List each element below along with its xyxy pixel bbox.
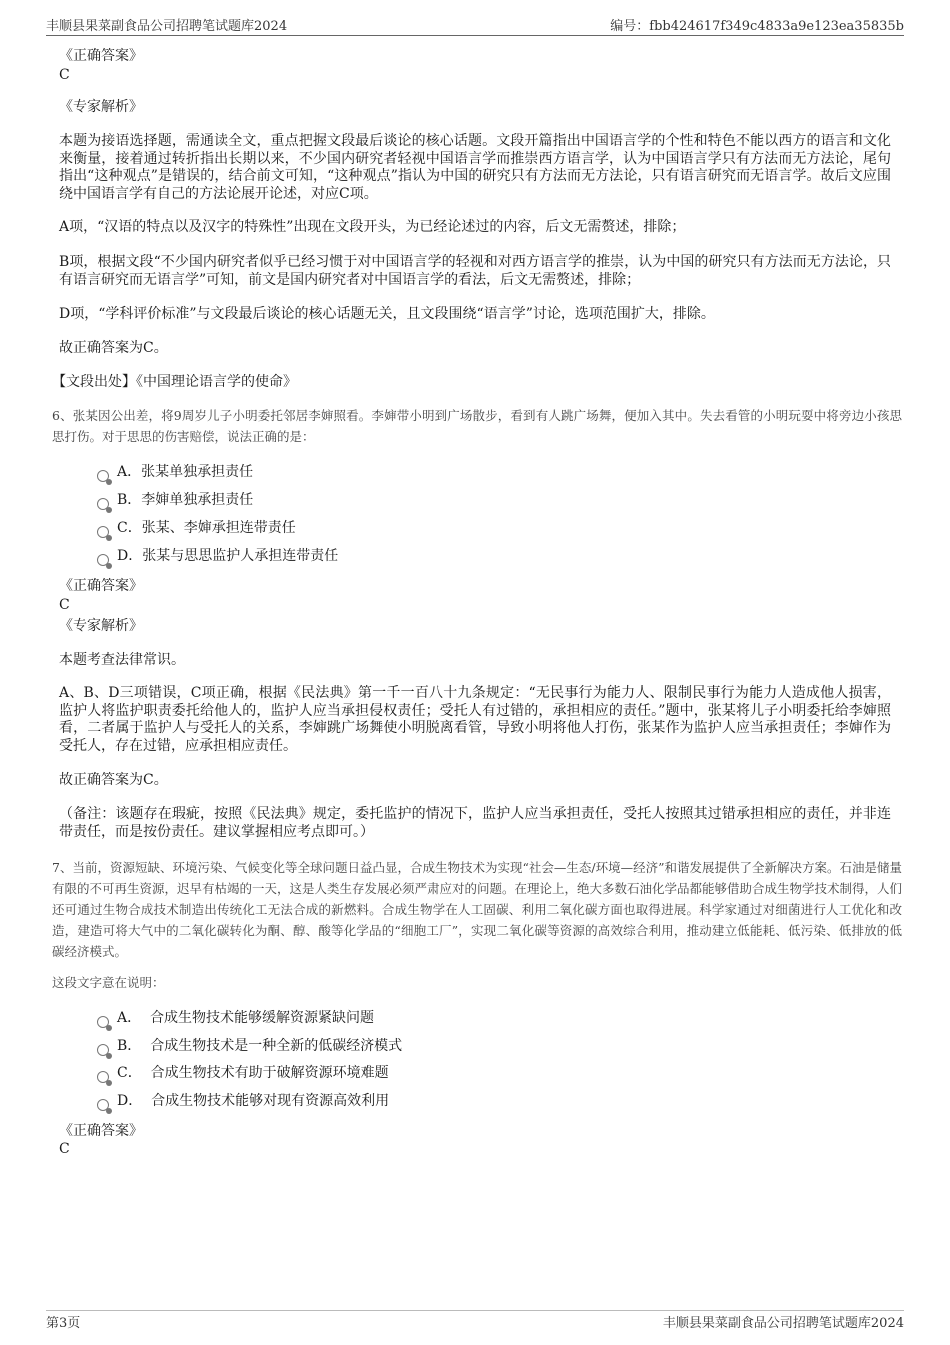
q7-answer: C	[59, 1141, 70, 1157]
q6-analysis-conclusion: 故正确答案为C。	[59, 772, 168, 788]
option-label: B． 合成生物技术是一种全新的低碳经济模式	[117, 1038, 403, 1054]
q6-analysis-paragraph: A、B、D三项错误，C项正确，根据《民法典》第一千一百八十九条规定：“无民事行为能力人、限制民事行为能力人造成他人损害，监护人将监护职责委托给他人的，监护人应当承担侵权责任；受托人有过错的，承担相应的责任。”题中，张某将儿子小明委托给李婶照看，二者属于监护人与受托人的关系，李婶跳广场舞使小明脱离看管，导致小明将他人打伤，张某作为监护人应当承担责任；李婶作为受托人，存在过错，应承担相应责任。	[59, 685, 891, 754]
q7-answer-label: 《正确答案》	[59, 1123, 143, 1139]
q5-analysis-paragraph: A项，“汉语的特点以及汉字的特殊性”出现在文段开头，为已经论述过的内容，后文无需赘述，排除；	[59, 219, 686, 235]
option-label: B．李婶单独承担责任	[117, 492, 254, 508]
q6-analysis-label: 《专家解析》	[59, 618, 143, 634]
option-label: A．张某单独承担责任	[117, 464, 254, 480]
option-label: A． 合成生物技术能够缓解资源紧缺问题	[117, 1010, 375, 1026]
q6-analysis-note: （备注：该题存在瑕疵，按照《民法典》规定，委托监护的情况下，监护人应当承担责任，受托人按照其过错承担相应的责任，并非连带责任，而是按份责任。建议掌握相应考点即可。）	[59, 806, 891, 840]
radio-button-icon[interactable]	[97, 1044, 109, 1056]
radio-button-icon[interactable]	[97, 470, 109, 482]
q7-prompt: 这段文字意在说明：	[52, 975, 165, 990]
q5-analysis-conclusion: 故正确答案为C。	[59, 340, 168, 356]
option-label: D． 合成生物技术能够对现有资源高效利用	[117, 1093, 390, 1109]
footer-divider	[46, 1310, 904, 1311]
q5-analysis-paragraph: D项，“学科评价标准”与文段最后谈论的核心话题无关，且文段围绕“语言学”讨论，选项范围扩大，排除。	[59, 306, 715, 322]
header-doc-code: 编号：fbb424617f349c4833a9e123ea35835b	[610, 19, 904, 34]
q5-analysis-paragraph: B项，根据文段“不少国内研究者似乎已经习惯于对中国语言学的轻视和对西方语言学的推崇，认为中国的研究只有方法而无方法论，只有语言研究而无语言学”可知，前文是国内研究者对中国语言学的看法，后文无需赘述，排除；	[59, 254, 891, 288]
q6-answer-label: 《正确答案》	[59, 578, 143, 594]
q6-question: 6、张某因公出差，将9周岁儿子小明委托邻居李婶照看。李婶带小明到广场散步，看到有人跳广场舞，便加入其中。失去看管的小明玩耍中将旁边小孩思思打伤。对于思思的伤害赔偿，说法正确的是：	[52, 408, 902, 444]
option-label: C． 合成生物技术有助于破解资源环境难题	[117, 1065, 389, 1081]
footer-page-number: 第3页	[46, 1316, 81, 1331]
q6-answer: C	[59, 597, 70, 613]
q5-answer-label: 《正确答案》	[59, 48, 143, 64]
option-label: C．张某、李婶承担连带责任	[117, 520, 296, 536]
radio-button-icon[interactable]	[97, 526, 109, 538]
footer-doc-title: 丰顺县果菜副食品公司招聘笔试题库2024	[662, 1316, 904, 1331]
radio-button-icon[interactable]	[97, 1016, 109, 1028]
radio-button-icon[interactable]	[97, 1099, 109, 1111]
q5-source: 【文段出处】《中国理论语言学的使命》	[52, 374, 297, 390]
q7-question: 7、当前，资源短缺、环境污染、气候变化等全球问题日益凸显，合成生物技术为实现“社会—生态/环境—经济”和谐发展提供了全新解决方案。石油是储量有限的不可再生资源，迟早有枯竭的一天，这是人类生存发展必须严肃应对的问题。在理论上，绝大多数石油化学品都能够借助合成生物学技术制得，人们还可通过生物合成技术制造出传统化工无法合成的新燃料。合成生物学在人工固碳、利用二氧化碳方面也取得进展。科学家通过对细菌进行人工优化和改造，建造可将大气中的二氧化碳转化为酮、醇、酸等化学品的“细胞工厂”，实现二氧化碳等资源的高效综合利用，推动建立低能耗、低污染、低排放的低碳经济模式。	[52, 860, 903, 959]
radio-button-icon[interactable]	[97, 498, 109, 510]
q6-analysis-paragraph: 本题考查法律常识。	[59, 652, 185, 668]
q5-analysis-label: 《专家解析》	[59, 99, 143, 115]
q5-answer: C	[59, 67, 70, 83]
option-label: D．张某与思思监护人承担连带责任	[117, 548, 339, 564]
header-doc-title: 丰顺县果菜副食品公司招聘笔试题库2024	[46, 19, 288, 34]
radio-button-icon[interactable]	[97, 1071, 109, 1083]
q5-analysis-paragraph: 本题为接语选择题，需通读全文，重点把握文段最后谈论的核心话题。文段开篇指出中国语言学的个性和特色不能以西方的语言和文化来衡量，接着通过转折指出长期以来，不少国内研究者轻视中国语言学而推崇西方语言学，认为中国语言学只有方法而无方法论，尾句指出“这种观点”是错误的，结合前文可知，“这种观点”指认为中国的研究只有方法而无方法论，只有语言研究而无语言学。故后文应围绕中国语言学有自己的方法论展开论述，对应C项。	[59, 133, 891, 202]
radio-button-icon[interactable]	[97, 554, 109, 566]
header-divider	[46, 35, 904, 36]
